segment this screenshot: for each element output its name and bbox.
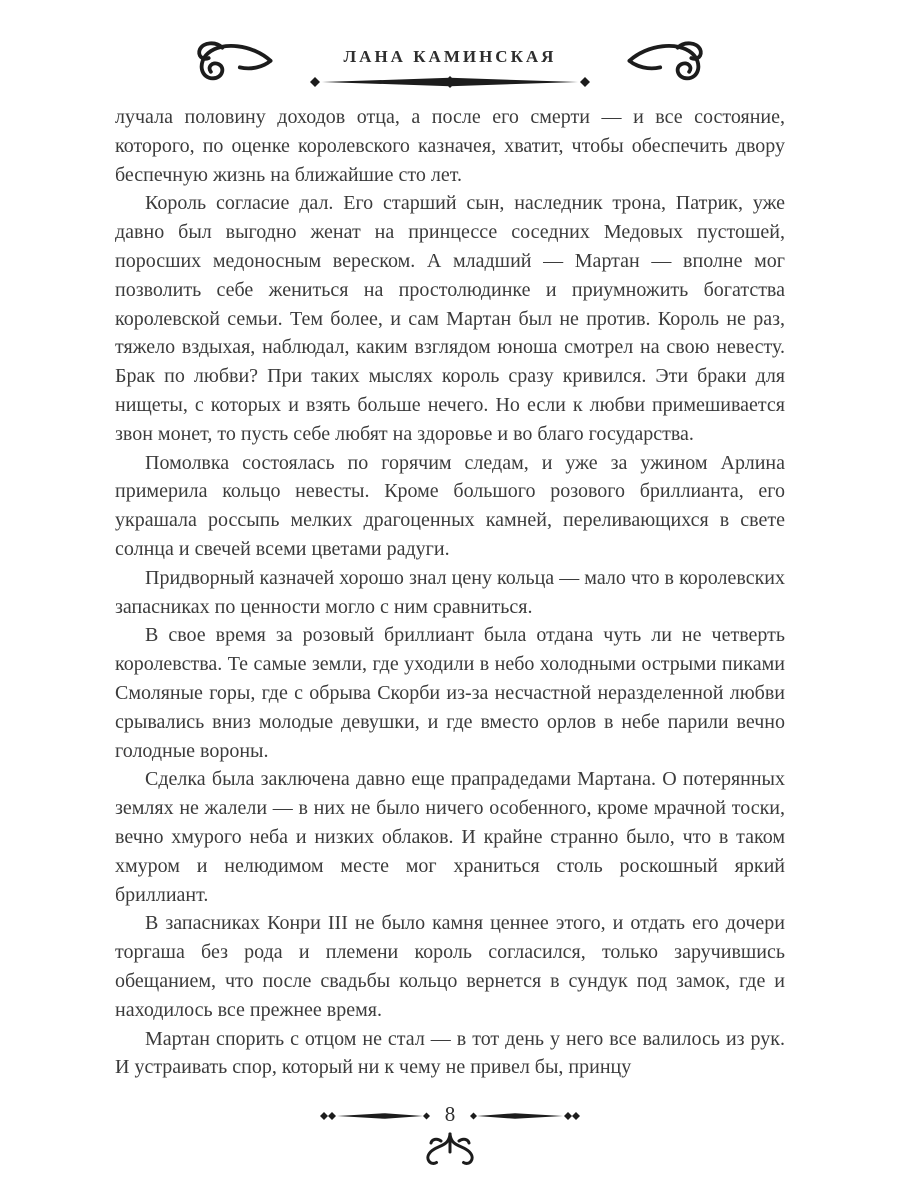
footer-flourish-icon — [412, 1130, 488, 1170]
header-flourish-left-icon — [186, 40, 274, 86]
footer-divider-ornament — [319, 1102, 582, 1126]
header-flourish-right-icon — [626, 40, 714, 86]
author-running-head: ЛАНА КАМИНСКАЯ — [343, 46, 557, 66]
paragraph: Сделка была заключена давно еще прапрадедами Мартана. О потерянных землях не жалели — в них не было ничего особенного, кроме мрачной тоски, вечно хмурого неба и низких облаков. И крайне странно было, что в таком хмуром и нелюдимом месте мог храниться столь роскошный яркий бриллиант. — [115, 768, 785, 906]
header-divider-ornament — [308, 76, 592, 88]
paragraph: Помолвка состоялась по горячим следам, и уже за ужином Арлина примерила кольцо невесты. Кроме большого розового бриллианта, его украшала россыпь мелких драгоценных камней, переливающихся в свете солнца и свечей всеми цветами радуги. — [115, 451, 785, 560]
header-title-block — [308, 47, 592, 88]
page-number: 8 — [444, 1102, 456, 1126]
paragraph: В свое время за розовый бриллиант была отдана чуть ли не четверть королевства. Те самые земли, где уходили в небо холодными острыми пиками Смоляные горы, где с обрыва Скорби из-за несчастной неразделенной любви срывались вниз молодые девушки, и где вместо орлов в небе парили вечно голодные вороны. — [115, 624, 785, 762]
footer-divider-left-icon — [319, 1109, 431, 1123]
page-header — [0, 44, 900, 90]
paragraph: лучала половину доходов отца, а после его смерти — и все состояние, которого, по оценке королевского казначея, хватит, чтобы обеспечить двору беспечную жизнь на ближайшие сто лет. — [115, 106, 785, 186]
page-footer — [0, 1102, 900, 1170]
paragraph: Придворный казначей хорошо знал цену кольца — мало что в королевских запасниках по ценности могло с ним сравниться. — [115, 566, 785, 618]
page-body — [115, 103, 785, 1105]
paragraph: В запасниках Конри III не было камня ценнее этого, и отдать его дочери торгаша без рода и племени король согласился, только заручившись обещанием, что после свадьбы кольцо вернется в сундук под замок, где и находилось все прежнее время. — [115, 912, 785, 1021]
paragraph: Мартан спорить с отцом не стал — в тот день у него все валилось из рук. И устраивать спор, который ни к чему не привел бы, принцу — [115, 1027, 785, 1079]
paragraph: Король согласие дал. Его старший сын, наследник трона, Патрик, уже давно был выгодно женат на принцессе соседних Медовых пустошей, поросших медоносным вереском. А младший — Мартан — вполне мог позволить себе жениться на простолюдинке и приумножить богатства королевской семьи. Тем более, и сам Мартан был не против. Король не раз, тяжело вздыхая, наблюдал, каким взглядом юноша смотрел на свою невесту. Брак по любви? При таких мыслях король сразу кривился. Эти браки для нищеты, с которых и взять больше нечего. Но если к любви примешивается звон монет, то пусть себе любят на здоровье и во благо государства. — [115, 192, 785, 445]
footer-divider-right-icon — [469, 1109, 581, 1123]
